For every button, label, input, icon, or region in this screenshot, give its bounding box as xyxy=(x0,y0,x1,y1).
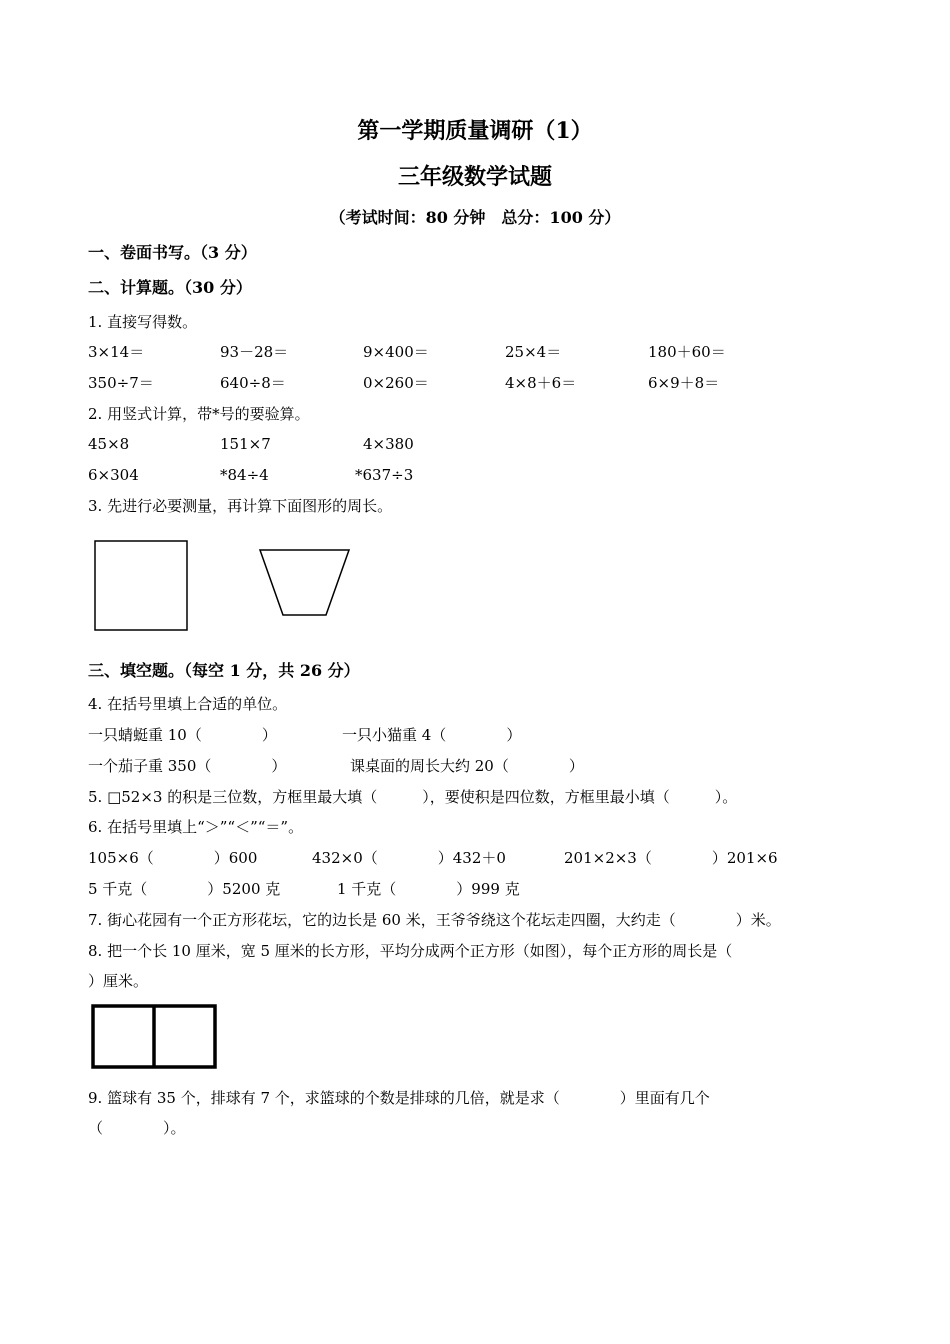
page-title: 第一学期质量调研（1） xyxy=(357,118,593,144)
q1-prompt: 1. 直接写得数。 xyxy=(88,313,198,331)
q6-item: 201×2×3（ ）201×6 xyxy=(564,849,778,867)
q2-item: *84÷4 xyxy=(220,466,269,484)
q1-item: 3×14＝ xyxy=(88,343,145,361)
q2-item: 4×380 xyxy=(363,435,414,453)
q2-item: 45×8 xyxy=(88,435,130,453)
q6-item: 1 千克（ ）999 克 xyxy=(337,880,520,898)
q2-item: 151×7 xyxy=(220,435,271,453)
q8-text: 8. 把一个长 10 厘米，宽 5 厘米的长方形，平均分成两个正方形（如图），每个正方形的周长是（ xyxy=(88,942,733,960)
q4-item: 课桌面的周长大约 20（ ） xyxy=(350,757,584,775)
section-2-title: 二、计算题。（30 分） xyxy=(88,278,252,297)
q3-prompt: 3. 先进行必要测量，再计算下面图形的周长。 xyxy=(88,497,393,515)
q6-item: 432×0（ ）432＋0 xyxy=(312,849,506,867)
q2-item: *637÷3 xyxy=(355,466,414,484)
q1-item: 180＋60＝ xyxy=(648,343,726,361)
trapezoid-figure xyxy=(260,550,349,615)
q1-item: 9×400＝ xyxy=(363,343,429,361)
q1-item: 0×260＝ xyxy=(363,374,429,392)
q1-item: 4×8＋6＝ xyxy=(505,374,577,392)
q7-text: 7. 街心花园有一个正方形花坛，它的边长是 60 米，王爷爷绕这个花坛走四圈，大约走（ ）米。 xyxy=(88,911,781,929)
q2-item: 6×304 xyxy=(88,466,139,484)
section-3-title: 三、填空题。（每空 1 分，共 26 分） xyxy=(88,661,360,680)
q4-prompt: 4. 在括号里填上合适的单位。 xyxy=(88,695,288,713)
q8-text-cont: ）厘米。 xyxy=(88,972,149,990)
q6-prompt: 6. 在括号里填上“＞”“＜”“＝”。 xyxy=(88,818,304,836)
q4-item: 一只蜻蜓重 10（ ） xyxy=(88,726,277,744)
q9-text: 9. 篮球有 35 个，排球有 7 个，求篮球的个数是排球的几倍，就是求（ ）里面有几个 xyxy=(88,1089,710,1107)
q5-text: 5. □52×3 的积是三位数，方框里最大填（ ），要使积是四位数，方框里最小填（ ）。 xyxy=(88,788,738,806)
q4-item: 一个茄子重 350（ ） xyxy=(88,757,287,775)
q4-item: 一只小猫重 4（ ） xyxy=(342,726,522,744)
q6-item: 5 千克（ ）5200 克 xyxy=(88,880,281,898)
q1-item: 6×9＋8＝ xyxy=(648,374,720,392)
q9-text-cont: （ ）。 xyxy=(88,1119,186,1137)
q1-item: 350÷7＝ xyxy=(88,374,154,392)
page-subtitle: 三年级数学试题 xyxy=(397,164,552,190)
square-figure xyxy=(95,541,187,630)
q1-item: 25×4＝ xyxy=(505,343,562,361)
q1-item: 93－28＝ xyxy=(220,343,289,361)
q1-item: 640÷8＝ xyxy=(220,374,286,392)
q2-prompt: 2. 用竖式计算，带*号的要验算。 xyxy=(88,405,310,423)
q6-item: 105×6（ ）600 xyxy=(88,849,258,867)
section-1-title: 一、卷面书写。（3 分） xyxy=(88,243,257,262)
exam-info: （考试时间：80 分钟 总分：100 分） xyxy=(329,208,621,227)
